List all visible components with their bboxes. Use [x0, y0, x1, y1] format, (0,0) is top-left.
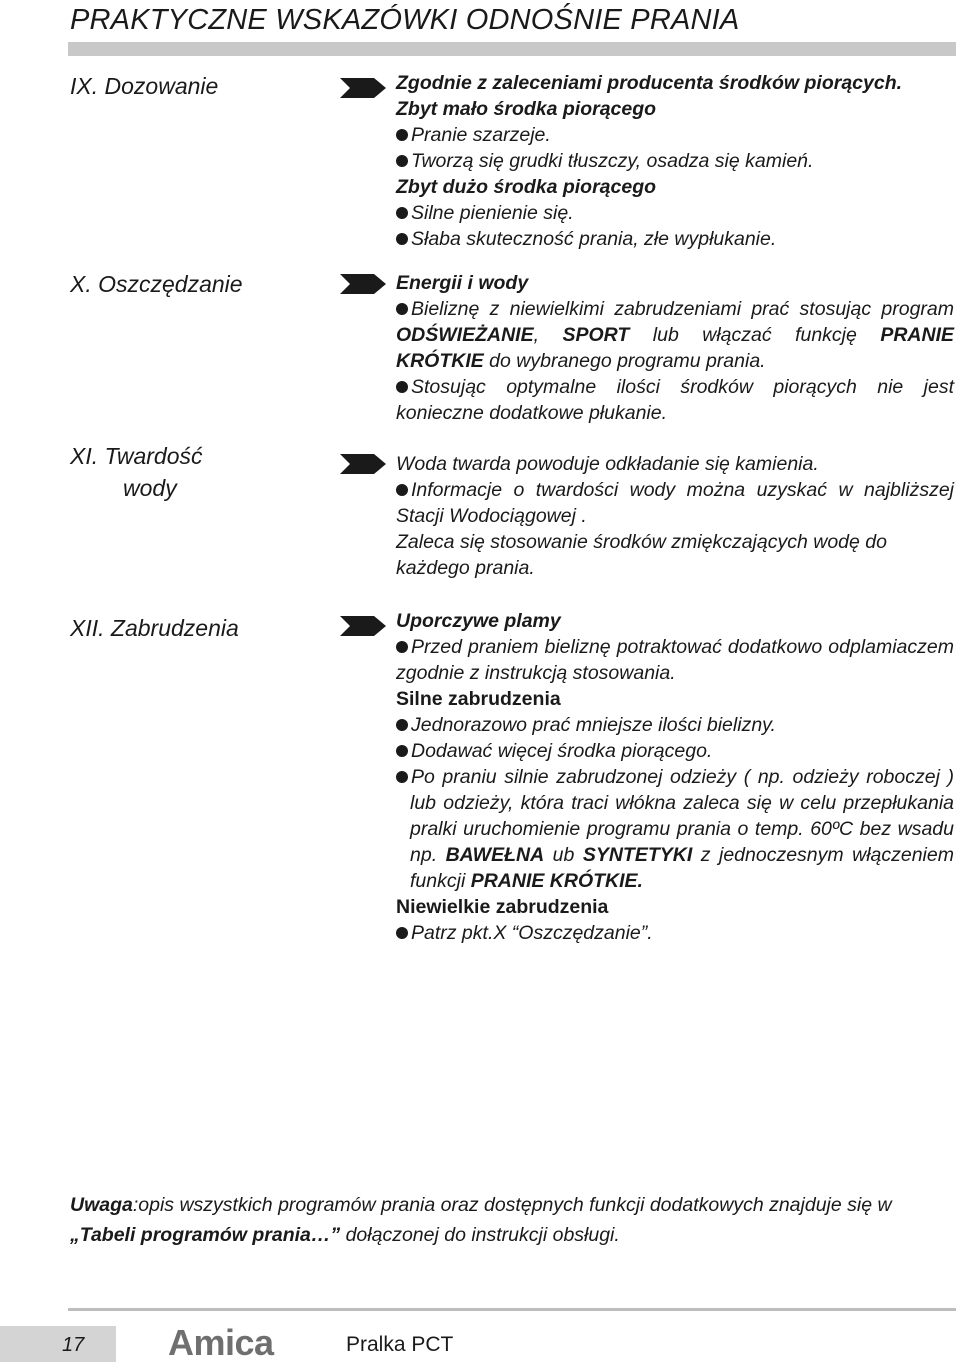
list-item: Tworzą się grudki tłuszczy, osadza się kamień.: [396, 148, 954, 174]
twardosc-heading-line-2: wody: [123, 475, 177, 501]
section-heading-dozowanie: IX. Dozowanie: [70, 73, 219, 99]
bullet-icon: [396, 207, 408, 219]
note-label: Uwaga: [70, 1194, 133, 1216]
list-item: Przed praniem bieliznę potraktować dodatkowo odplamiaczem zgodnie z instrukcją stosowania.: [396, 636, 954, 684]
page-number: 17: [62, 1334, 85, 1356]
list-item: Bieliznę z niewielkimi zabrudzeniami prać stosując program ODŚWIEŻANIE, SPORT lub włączać funkcję PRANIE KRÓTKIE do wybranego programu prania.: [396, 298, 954, 372]
arrow-icon: [340, 616, 386, 636]
list-item: Dodawać więcej środka piorącego.: [396, 738, 954, 764]
arrow-icon: [340, 454, 386, 474]
bullet-icon: [396, 233, 408, 245]
arrow-icon: [340, 274, 386, 294]
dozowanie-line-1: Zgodnie z zaleceniami producenta środków piorących.: [396, 72, 903, 94]
section-heading-zabrudzenia: XII. Zabrudzenia: [70, 615, 239, 641]
twardosc-line-2: Zaleca się stosowanie środków zmiękczających wodę do każdego prania.: [396, 531, 887, 579]
note-reference: „Tabeli programów prania…”: [70, 1224, 341, 1246]
bullet-icon: [396, 927, 408, 939]
dozowanie-subheading-too-much: Zbyt dużo środka piorącego: [396, 176, 657, 198]
section-heading-twardosc: [70, 440, 203, 504]
zabrudzenia-subheading-uporczywe: Uporczywe plamy: [396, 610, 561, 632]
twardosc-line-1: Woda twarda powoduje odkładanie się kamienia.: [396, 453, 819, 475]
bullet-icon: [396, 129, 408, 141]
page-number-box: [0, 1326, 116, 1362]
bullet-icon: [396, 771, 408, 783]
page-title: PRAKTYCZNE WSKAZÓWKI ODNOŚNIE PRANIA: [70, 4, 740, 36]
title-underline: [68, 42, 956, 56]
twardosc-heading-line-1: XI. Twardość: [70, 443, 203, 469]
section-content-twardosc: [396, 451, 954, 581]
zabrudzenia-subheading-niewielkie: Niewielkie zabrudzenia: [396, 896, 609, 918]
bullet-icon: [396, 155, 408, 167]
bullet-icon: [396, 484, 408, 496]
section-content-zabrudzenia: [396, 608, 954, 946]
list-item: Jednorazowo prać mniejsze ilości bielizny.: [396, 712, 954, 738]
list-item: Słaba skuteczność prania, złe wypłukanie.: [396, 226, 954, 252]
zabrudzenia-subheading-silne: Silne zabrudzenia: [396, 688, 561, 710]
list-item: Silne pienienie się.: [396, 200, 954, 226]
brand-logo: Amica: [168, 1322, 274, 1363]
note-paragraph: Uwaga:opis wszystkich programów prania oraz dostępnych funkcji dodatkowych znajduje się w „Tabeli programów prania…” dołączonej do instrukcji obsługi.: [70, 1194, 892, 1246]
section-content-oszczedzanie: [396, 270, 954, 426]
section-heading-oszczedzanie: X. Oszczędzanie: [70, 271, 243, 297]
bullet-icon: [396, 381, 408, 393]
oszczedzanie-subheading: Energii i wody: [396, 272, 529, 294]
list-item: Stosując optymalne ilości środków piorących nie jest konieczne dodatkowe płukanie.: [396, 376, 954, 424]
product-model: Pralka PCT: [346, 1333, 454, 1356]
list-item: Informacje o twardości wody można uzyskać w najbliższej Stacji Wodociągowej .: [396, 479, 954, 527]
arrow-icon: [340, 78, 386, 98]
list-item: Patrz pkt.X “Oszczędzanie”.: [396, 920, 954, 946]
bullet-icon: [396, 719, 408, 731]
bullet-icon: [396, 745, 408, 757]
bullet-icon: [396, 641, 408, 653]
section-content-dozowanie: [396, 70, 954, 252]
footer-rule: [68, 1308, 956, 1311]
list-item: Po praniu silnie zabrudzonej odzieży ( np. odzieży roboczej ) lub odzieży, która traci włókna zaleca się w celu przepłukania pralki uruchomienie programu prania o temp. 60ºC bez wsadu np. BAWEŁNA ub SYNTETYKI z jednoczesnym włączeniem funkcji PRANIE KRÓTKIE.: [396, 764, 954, 894]
dozowanie-subheading-too-little: Zbyt mało środka piorącego: [396, 98, 657, 120]
bullet-icon: [396, 303, 408, 315]
list-item: Pranie szarzeje.: [396, 122, 954, 148]
